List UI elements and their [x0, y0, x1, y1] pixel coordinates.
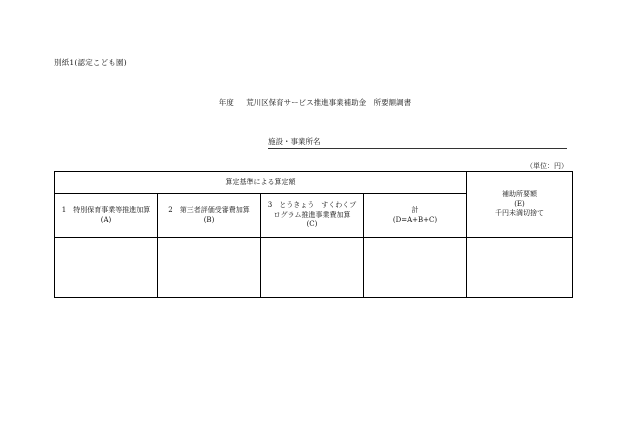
col4-label: 計 — [411, 206, 419, 215]
subsidy-label: 補助所要額 — [502, 190, 537, 199]
cell-b[interactable] — [158, 238, 261, 298]
subsidy-note: 千円未満切捨て — [495, 209, 544, 218]
col2-code: (B) — [203, 215, 215, 224]
col3-num: 3 — [267, 201, 273, 210]
title-main: 荒川区保育サービス推進事業補助金 所要額調書 — [246, 98, 412, 107]
cell-d[interactable] — [364, 238, 467, 298]
document-title — [0, 97, 630, 108]
unit-label: （単位：円） — [526, 162, 568, 170]
header-col-1 — [55, 194, 158, 238]
col3-code: (C) — [306, 220, 318, 229]
header-col-2 — [158, 194, 261, 238]
header-col-4 — [364, 194, 467, 238]
cell-c[interactable] — [261, 238, 364, 298]
facility-label: 施設・事業所名 — [268, 137, 321, 146]
header-subsidy — [467, 172, 573, 238]
col3-text1: とうきょう すくわくプ — [279, 201, 357, 210]
col2-label — [160, 206, 258, 215]
col1-label — [57, 206, 155, 215]
col1-num: 1 — [61, 206, 67, 215]
col3-label-line2: ログラム推進事業費加算 — [273, 210, 351, 219]
subsidy-code: (E) — [514, 199, 525, 208]
group-header: 算定基準による算定額 — [55, 172, 467, 194]
col4-formula: (D=A+B+C) — [392, 215, 438, 224]
attachment-label: 別紙1(認定こども園) — [54, 58, 127, 67]
header-col-3 — [261, 194, 364, 238]
header-row-1 — [55, 172, 573, 194]
col2-num: 2 — [168, 206, 173, 215]
col2-text: 第三者評価受審費加算 — [179, 206, 250, 215]
requirement-table — [54, 171, 573, 298]
cell-e[interactable] — [467, 238, 573, 298]
col1-code: (A) — [100, 215, 112, 224]
col1-text: 特別保育事業等推進加算 — [73, 206, 151, 215]
data-row — [55, 238, 573, 298]
facility-name-field — [268, 136, 567, 149]
title-year: 年度 — [218, 98, 234, 107]
col3-label-line1 — [263, 201, 361, 210]
cell-a[interactable] — [55, 238, 158, 298]
